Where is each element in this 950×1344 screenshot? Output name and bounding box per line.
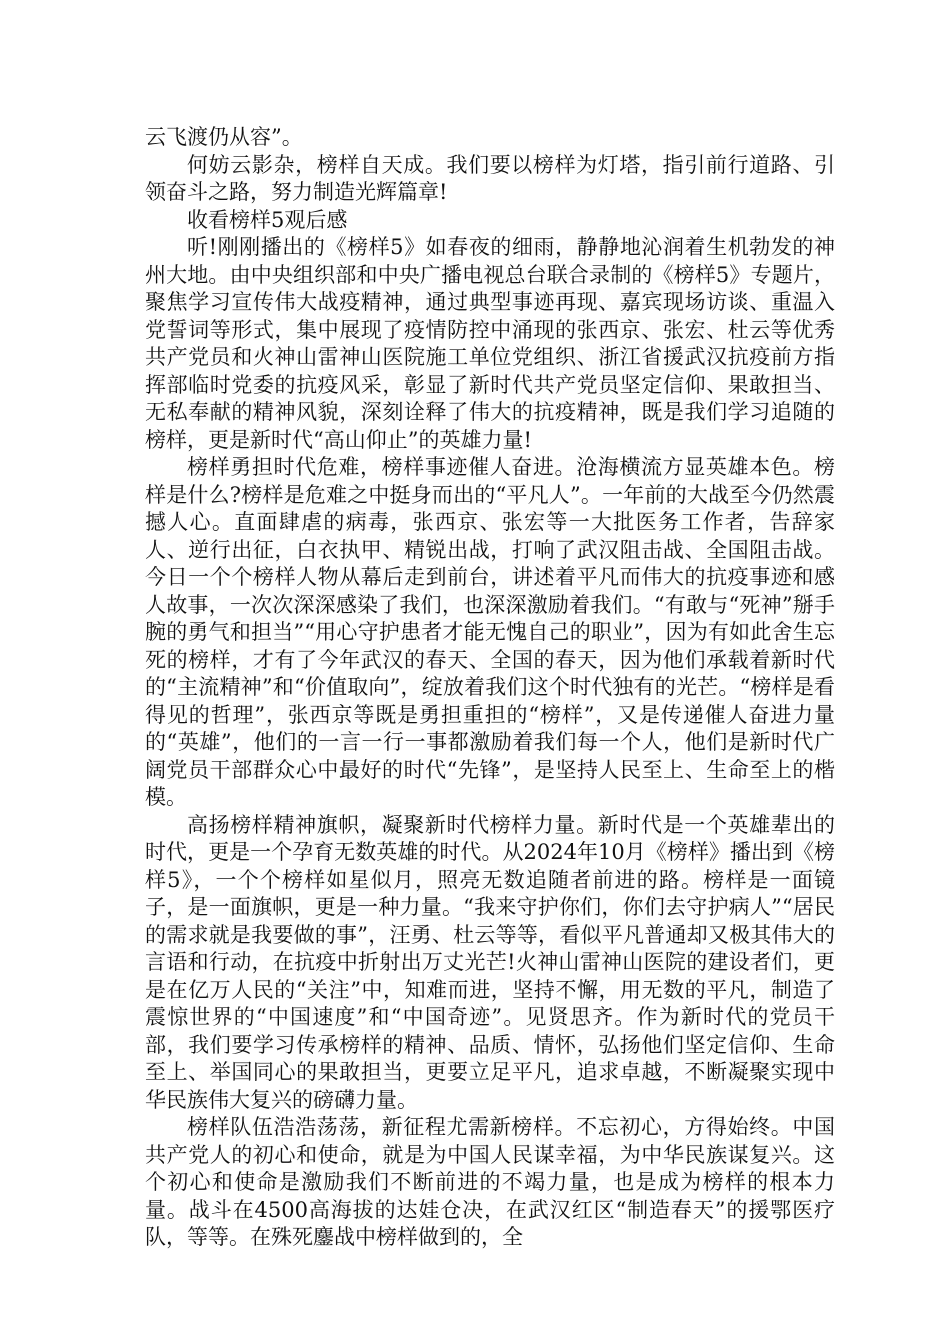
- document-page: [145, 124, 835, 1252]
- paragraph-role-models-in-crisis: 榜样勇担时代危难，榜样事迹催人奋进。沧海横流方显英雄本色。榜样是什么?榜样是危难之中挺身而出的“平凡人”。一年前的大战至今仍然震撼人心。直面肆虐的病毒，张西京、张宏等一大批医务工作者，告辞家人、逆行出征，白衣执甲、精锐出战，打响了武汉阻击战、全国阻击战。今日一个个榜样人物从幕后走到前台，讲述着平凡而伟大的抗疫事迹和感人故事，一次次深深感染了我们，也深深激励着我们。“有敢与“死神”掰手腕的勇气和担当”“用心守护患者才能无愧自己的职业”，因为有如此舍生忘死的榜样，才有了今年武汉的春天、全国的春天，因为他们承载着新时代的“主流精神”和“价值取向”，绽放着我们这个时代独有的光芒。“榜样是看得见的哲理”，张西京等既是勇担重担的“榜样”，又是传递催人奋进力量的“英雄”，他们的一言一行一事都激励着我们每一个人，他们是新时代广阔党员干部群众心中最好的时代“先锋”，是坚持人民至上、生命至上的楷模。: [145, 455, 835, 809]
- essay-title: 收看榜样5观后感: [187, 207, 348, 232]
- paragraph-new-journey: 榜样队伍浩浩荡荡，新征程尤需新榜样。不忘初心，方得始终。中国共产党人的初心和使命，就是为中国人民谋幸福，为中华民族谋复兴。这个初心和使命是激励我们不断前进的不竭力量，也是成为榜样的根本力量。战斗在4500高海拔的达娃仓决，在武汉红区“制造春天”的援鄂医疗队，等等。在殊死鏖战中榜样做到的，全: [145, 1115, 835, 1249]
- paragraph-role-model-lighthouse: 何妨云影杂，榜样自天成。我们要以榜样为灯塔，指引前行道路、引领奋斗之路，努力制造光辉篇章!: [145, 152, 835, 204]
- paragraph-continuation: 云飞渡仍从容”。: [145, 125, 303, 149]
- paragraph-role-model-spirit: 高扬榜样精神旗帜，凝聚新时代榜样力量。新时代是一个英雄辈出的时代，更是一个孕育无数英雄的时代。从2024年10月《榜样》播出到《榜样5》，一个个榜样如星似月，照亮无数追随者前进的路。榜样是一面镜子，是一面旗帜，更是一种力量。“我来守护你们，你们去守护病人”“居民的需求就是我要做的事”，汪勇、杜云等等，看似平凡普通却又极其伟大的言语和行动，在抗疫中折射出万丈光芒!火神山雷神山医院的建设者们，更是在亿万人民的“关注”中，知难而进，坚持不懈，用无数的平凡，制造了震惊世界的“中国速度”和“中国奇迹”。见贤思齐。作为新时代的党员干部，我们要学习传承榜样的精神、品质、情怀，弘扬他们坚定信仰、生命至上、举国同心的果敢担当，更要立足平凡，追求卓越，不断凝聚实现中华民族伟大复兴的磅礴力量。: [145, 812, 835, 1112]
- paragraph-intro: 听!刚刚播出的《榜样5》如春夜的细雨，静静地沁润着生机勃发的神州大地。由中央组织部和中央广播电视总台联合录制的《榜样5》专题片，聚焦学习宣传伟大战疫精神，通过典型事迹再现、嘉宾现场访谈、重温入党誓词等形式，集中展现了疫情防控中涌现的张西京、张宏、杜云等优秀共产党员和火神山雷神山医院施工单位党组织、浙江省援武汉抗疫前方指挥部临时党委的抗疫风采，彰显了新时代共产党员坚定信仰、果敢担当、无私奉献的精神风貌，深刻诠释了伟大的抗疫精神，既是我们学习追随的榜样，更是新时代“高山仰止”的英雄力量!: [145, 235, 835, 452]
